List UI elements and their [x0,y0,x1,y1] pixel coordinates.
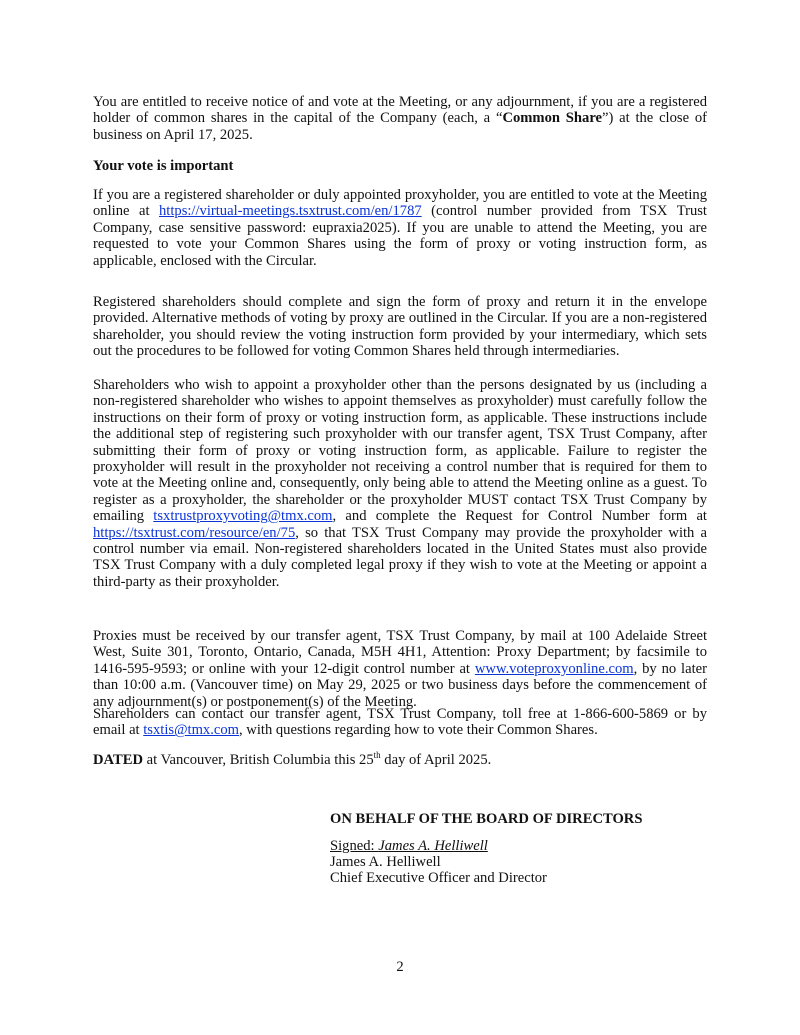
text: (control number provided from TSX Trust Company, case sensitive password: eupraxia2025). If you are unable to attend the Meeting, you are requested to vote your Common Shares using the form of proxy or voting instruction form, as applicable, enclosed with the Circular. [93,203,707,269]
virtual-meeting-link[interactable]: https://virtual-meetings.tsxtrust.com/en/1787 [159,203,422,220]
proxy-voting-email-link[interactable]: tsxtrustproxyvoting@tmx.com [153,508,333,525]
paragraph-proxyholder [93,377,707,590]
board-heading: ON BEHALF OF THE BOARD OF DIRECTORS [330,811,643,827]
text: , so that TSX Trust Company may provide the proxyholder with a control number via email. Non-registered shareholders located in the United States must also provide TSX Trust Company with a duly completed legal proxy if they wish to vote at the Meeting or appoint a third-party as their proxyholder. [93,524,707,590]
defined-term: Common Share [502,110,603,127]
dated-label: DATED [93,752,144,768]
signed-label: Signed: [330,838,379,854]
signature-underline [330,838,518,854]
text: Shareholders who wish to appoint a proxyholder other than the persons designated by us (including a non-registered shareholder who wishes to appoint themselves as proxyholder) must carefully follow the instructions on their form of proxy or voting instruction form, as applicable. These instructions include the additional step of registering such proxyholder with our transfer agent, TSX Trust Company, after submitting their form of proxy or voting instruction form, as applicable. Failure to register the proxyholder will result in the proxyholder not receiving a control number that is required for them to vote at the Meeting online and, consequently, only being able to attend the Meeting online as a guest. To register as a proxyholder, the shareholder or the proxyholder MUST contact TSX Trust Company by emailing [93,377,707,525]
paragraph-contact [93,706,707,739]
paragraph-record-date [93,94,707,143]
signature-name: James A. Helliwell [378,838,488,854]
signatory-title: Chief Executive Officer and Director [330,870,547,886]
tsxtis-email-link[interactable]: tsxtis@tmx.com [143,722,239,739]
text: Proxies must be received by our transfer agent, TSX Trust Company, by mail at 100 Adelaide Street West, Suite 301, Toronto, Ontario, Canada, M5H 4H1, Attention: Proxy Department; by facsimile to 1416-595-9593; or online with your 12-digit control number at [93,628,707,677]
text: Shareholders can contact our transfer agent, TSX Trust Company, toll free at 1-866-600-5869 or by email at [93,706,707,739]
ordinal-suffix: th [373,750,381,760]
section-heading: Your vote is important [93,158,234,174]
dated-line [93,752,707,768]
text: ”) at the close of business on April 17, 2025. [93,110,708,143]
text: day of April 2025. [380,752,492,768]
control-number-form-link[interactable]: https://tsxtrust.com/resource/en/75 [93,524,296,541]
paragraph-online-voting [93,187,707,269]
paragraph-proxy-deadline [93,628,707,710]
text: , and complete the Request for Control Number form at [332,508,707,525]
text: , by no later than 10:00 a.m. (Vancouver time) on May 29, 2025 or two business days before the commencement of any adjournment(s) or postponement(s) of the Meeting. [93,660,707,710]
page-number: 2 [396,959,404,975]
paragraph-registered-shareholders: Registered shareholders should complete and sign the form of proxy and return it in the envelope provided. Alternative methods of voting by proxy are outlined in the Circular. If you are a non-registered shareholder, you should review the voting instruction form provided by your intermediary, which sets out the procedures to be followed for voting Common Shares held through intermediaries. [93,294,707,360]
text: at Vancouver, British Columbia this 25 [143,752,374,768]
signed-line [330,838,710,854]
text: You are entitled to receive notice of and vote at the Meeting, or any adjournment, if you are a registered holder of common shares in the capital of the Company (each, a “ [93,94,707,127]
text: , with questions regarding how to vote their Common Shares. [239,722,598,739]
vote-proxy-online-link[interactable]: www.voteproxyonline.com [474,660,634,677]
text: If you are a registered shareholder or duly appointed proxyholder, you are entitled to vote at the Meeting online at [93,187,707,220]
signatory-name: James A. Helliwell [330,854,441,870]
